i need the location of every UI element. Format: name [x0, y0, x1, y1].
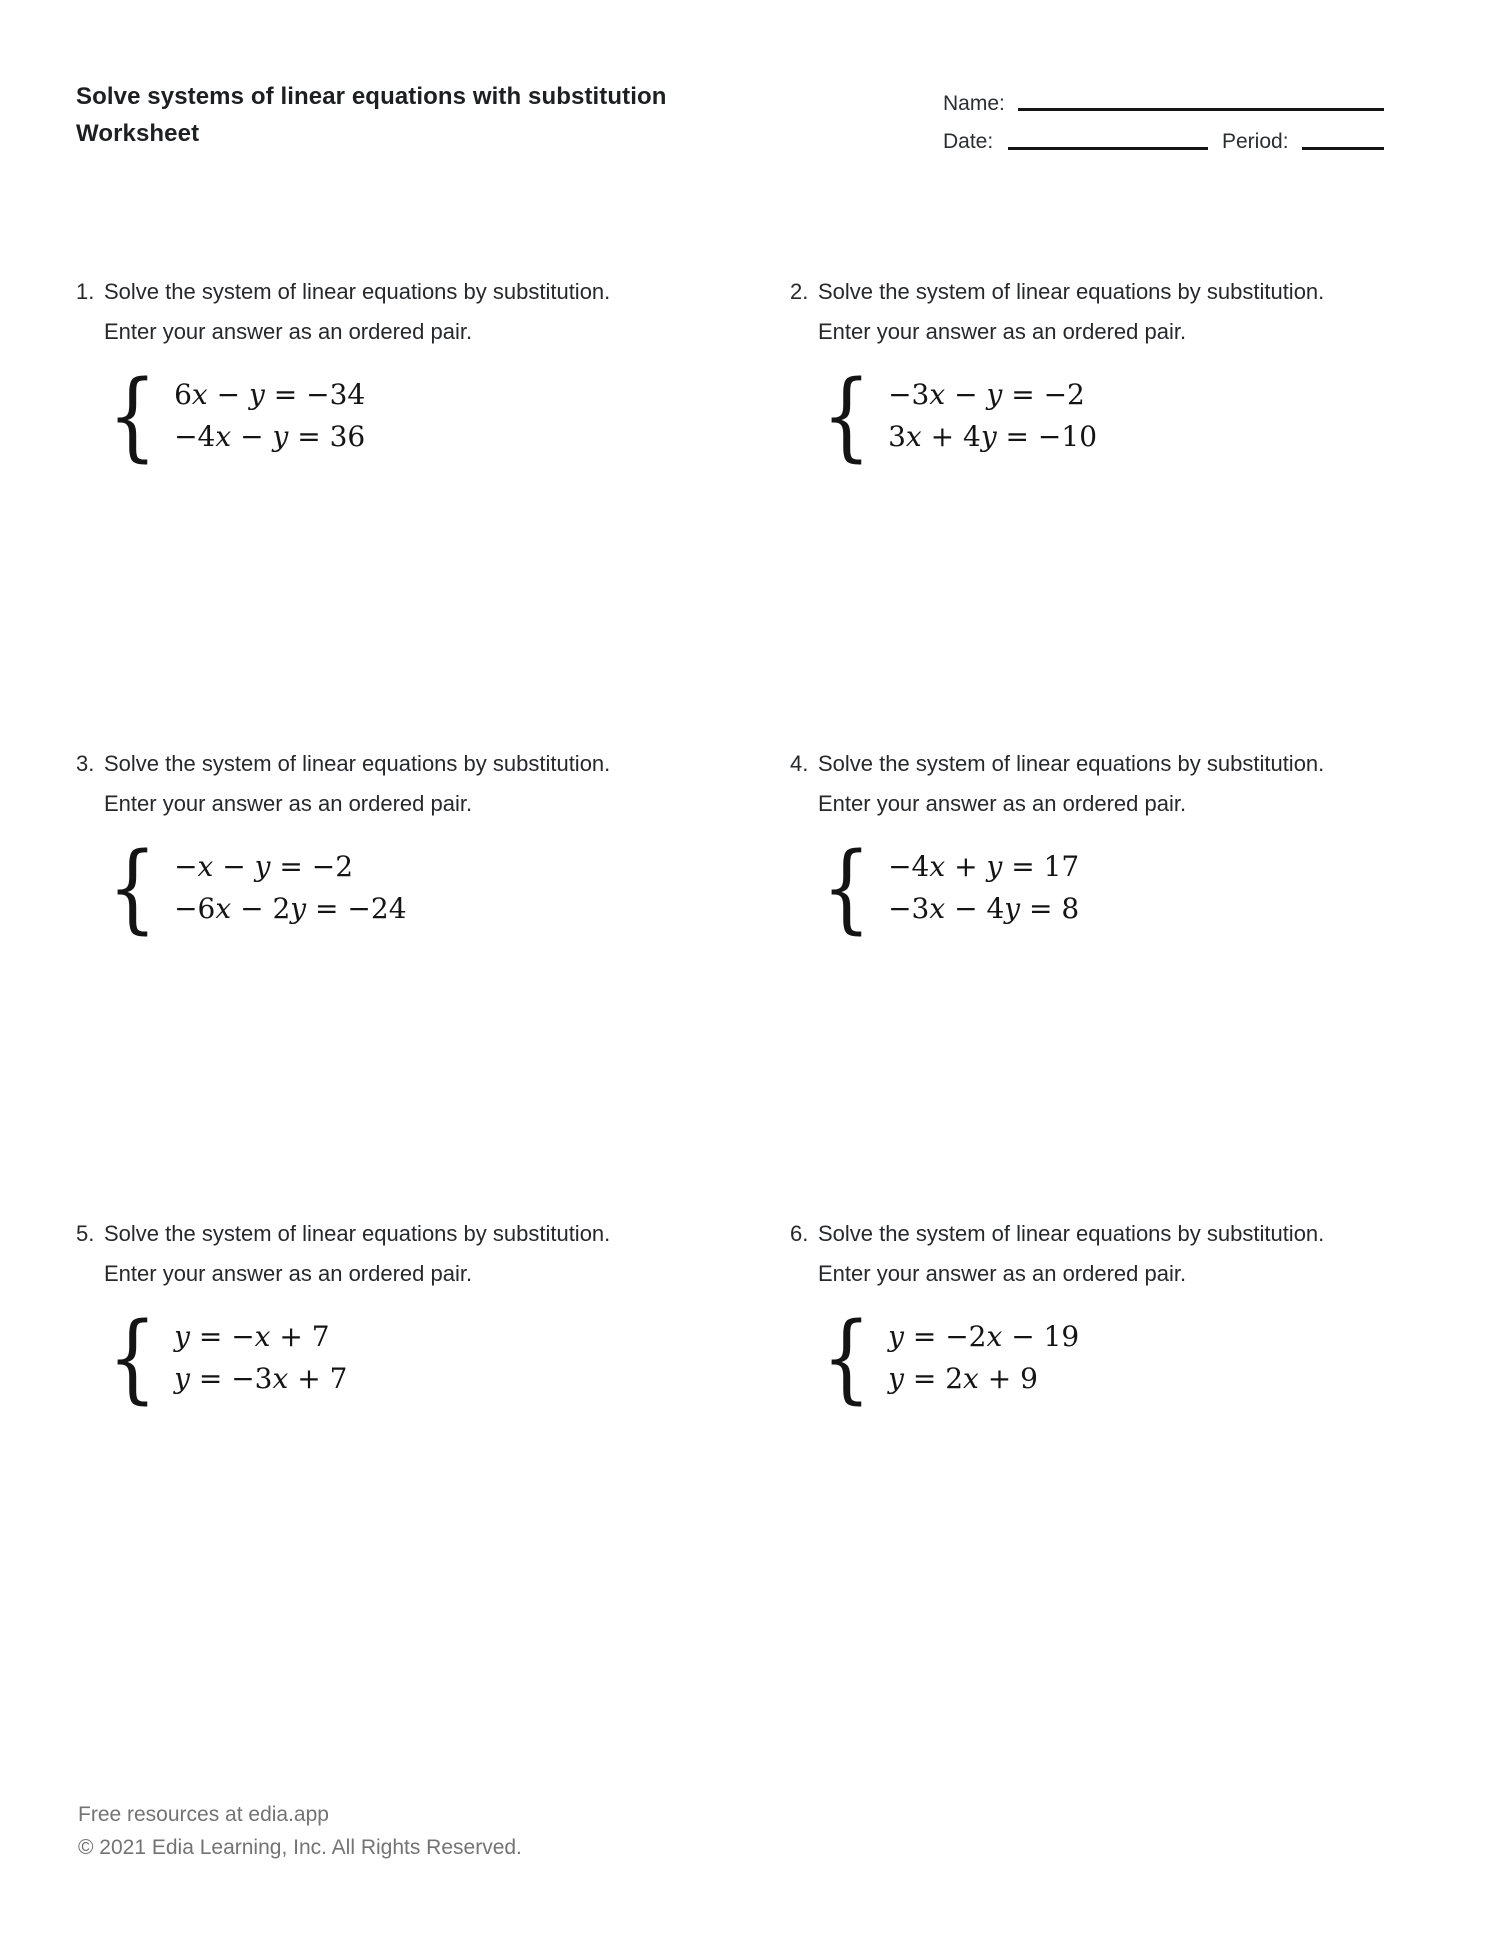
problem [76, 272, 636, 472]
problem-number: 2. [790, 279, 809, 304]
left-brace: { [822, 1302, 871, 1414]
equation-system [108, 832, 636, 944]
equation-list [174, 846, 406, 930]
equation: −4x − y = 36 [174, 420, 366, 453]
left-brace: { [822, 832, 871, 944]
problem-prompt-row [790, 272, 1350, 352]
problem-prompt: Solve the system of linear equations by substitution. Enter your answer as an ordered pair. [104, 1221, 611, 1286]
equation-system [108, 1302, 636, 1414]
problem-prompt: Solve the system of linear equations by substitution. Enter your answer as an ordered pair. [818, 279, 1325, 344]
page-footer [78, 1798, 522, 1864]
equation: y = −x + 7 [174, 1320, 330, 1353]
footer-copyright: © 2021 Edia Learning, Inc. All Rights Reserved. [78, 1836, 522, 1859]
left-brace: { [822, 360, 871, 472]
left-brace: { [108, 832, 157, 944]
left-brace: { [108, 1302, 157, 1414]
equation: −4x + y = 17 [888, 850, 1080, 883]
equation: y = −2x − 19 [888, 1320, 1080, 1353]
equation: −3x − 4y = 8 [888, 892, 1080, 925]
equation: −3x − y = −2 [888, 378, 1085, 411]
name-label: Name: [943, 92, 1005, 115]
problem-prompt: Solve the system of linear equations by substitution. Enter your answer as an ordered pair. [818, 1221, 1325, 1286]
equation: −6x − 2y = −24 [174, 892, 407, 925]
equation-system [822, 1302, 1350, 1414]
equation-list [888, 1316, 1079, 1400]
equation: y = 2x + 9 [888, 1362, 1038, 1395]
problem-prompt-row [790, 744, 1350, 824]
problem-prompt-row [76, 1214, 636, 1294]
equation-system [822, 832, 1350, 944]
equation-list [888, 374, 1097, 458]
page-title [76, 78, 667, 152]
equation-system [108, 360, 636, 472]
page-title-line2: Worksheet [76, 120, 200, 147]
problem-number: 3. [76, 751, 95, 776]
problem [76, 744, 636, 944]
date-label: Date: [943, 130, 994, 153]
equation: 6x − y = −34 [174, 378, 366, 411]
left-brace: { [108, 360, 157, 472]
problem-prompt-row [76, 272, 636, 352]
date-blank-line [1008, 147, 1208, 150]
problem-prompt: Solve the system of linear equations by substitution. Enter your answer as an ordered pair. [818, 751, 1325, 816]
problem-prompt: Solve the system of linear equations by substitution. Enter your answer as an ordered pair. [104, 751, 611, 816]
problem [76, 1214, 636, 1414]
equation: y = −3x + 7 [174, 1362, 348, 1395]
equation-list [888, 846, 1079, 930]
name-blank-line [1018, 108, 1384, 111]
equation-list [174, 374, 365, 458]
problem [790, 744, 1350, 944]
period-label: Period: [1222, 130, 1289, 153]
page-title-line1: Solve systems of linear equations with substitution [76, 83, 667, 110]
problem-number: 5. [76, 1221, 95, 1246]
problem [790, 1214, 1350, 1414]
equation-system [822, 360, 1350, 472]
equation: 3x + 4y = −10 [888, 420, 1098, 453]
problem-prompt-row [76, 744, 636, 824]
equation-list [174, 1316, 347, 1400]
problem-number: 4. [790, 751, 809, 776]
problem-prompt-row [790, 1214, 1350, 1294]
problem [790, 272, 1350, 472]
footer-resources: Free resources at edia.app [78, 1803, 329, 1826]
problem-number: 1. [76, 279, 95, 304]
period-blank-line [1302, 147, 1384, 150]
problem-number: 6. [790, 1221, 809, 1246]
problem-prompt: Solve the system of linear equations by substitution. Enter your answer as an ordered pair. [104, 279, 611, 344]
equation: −x − y = −2 [174, 850, 354, 883]
